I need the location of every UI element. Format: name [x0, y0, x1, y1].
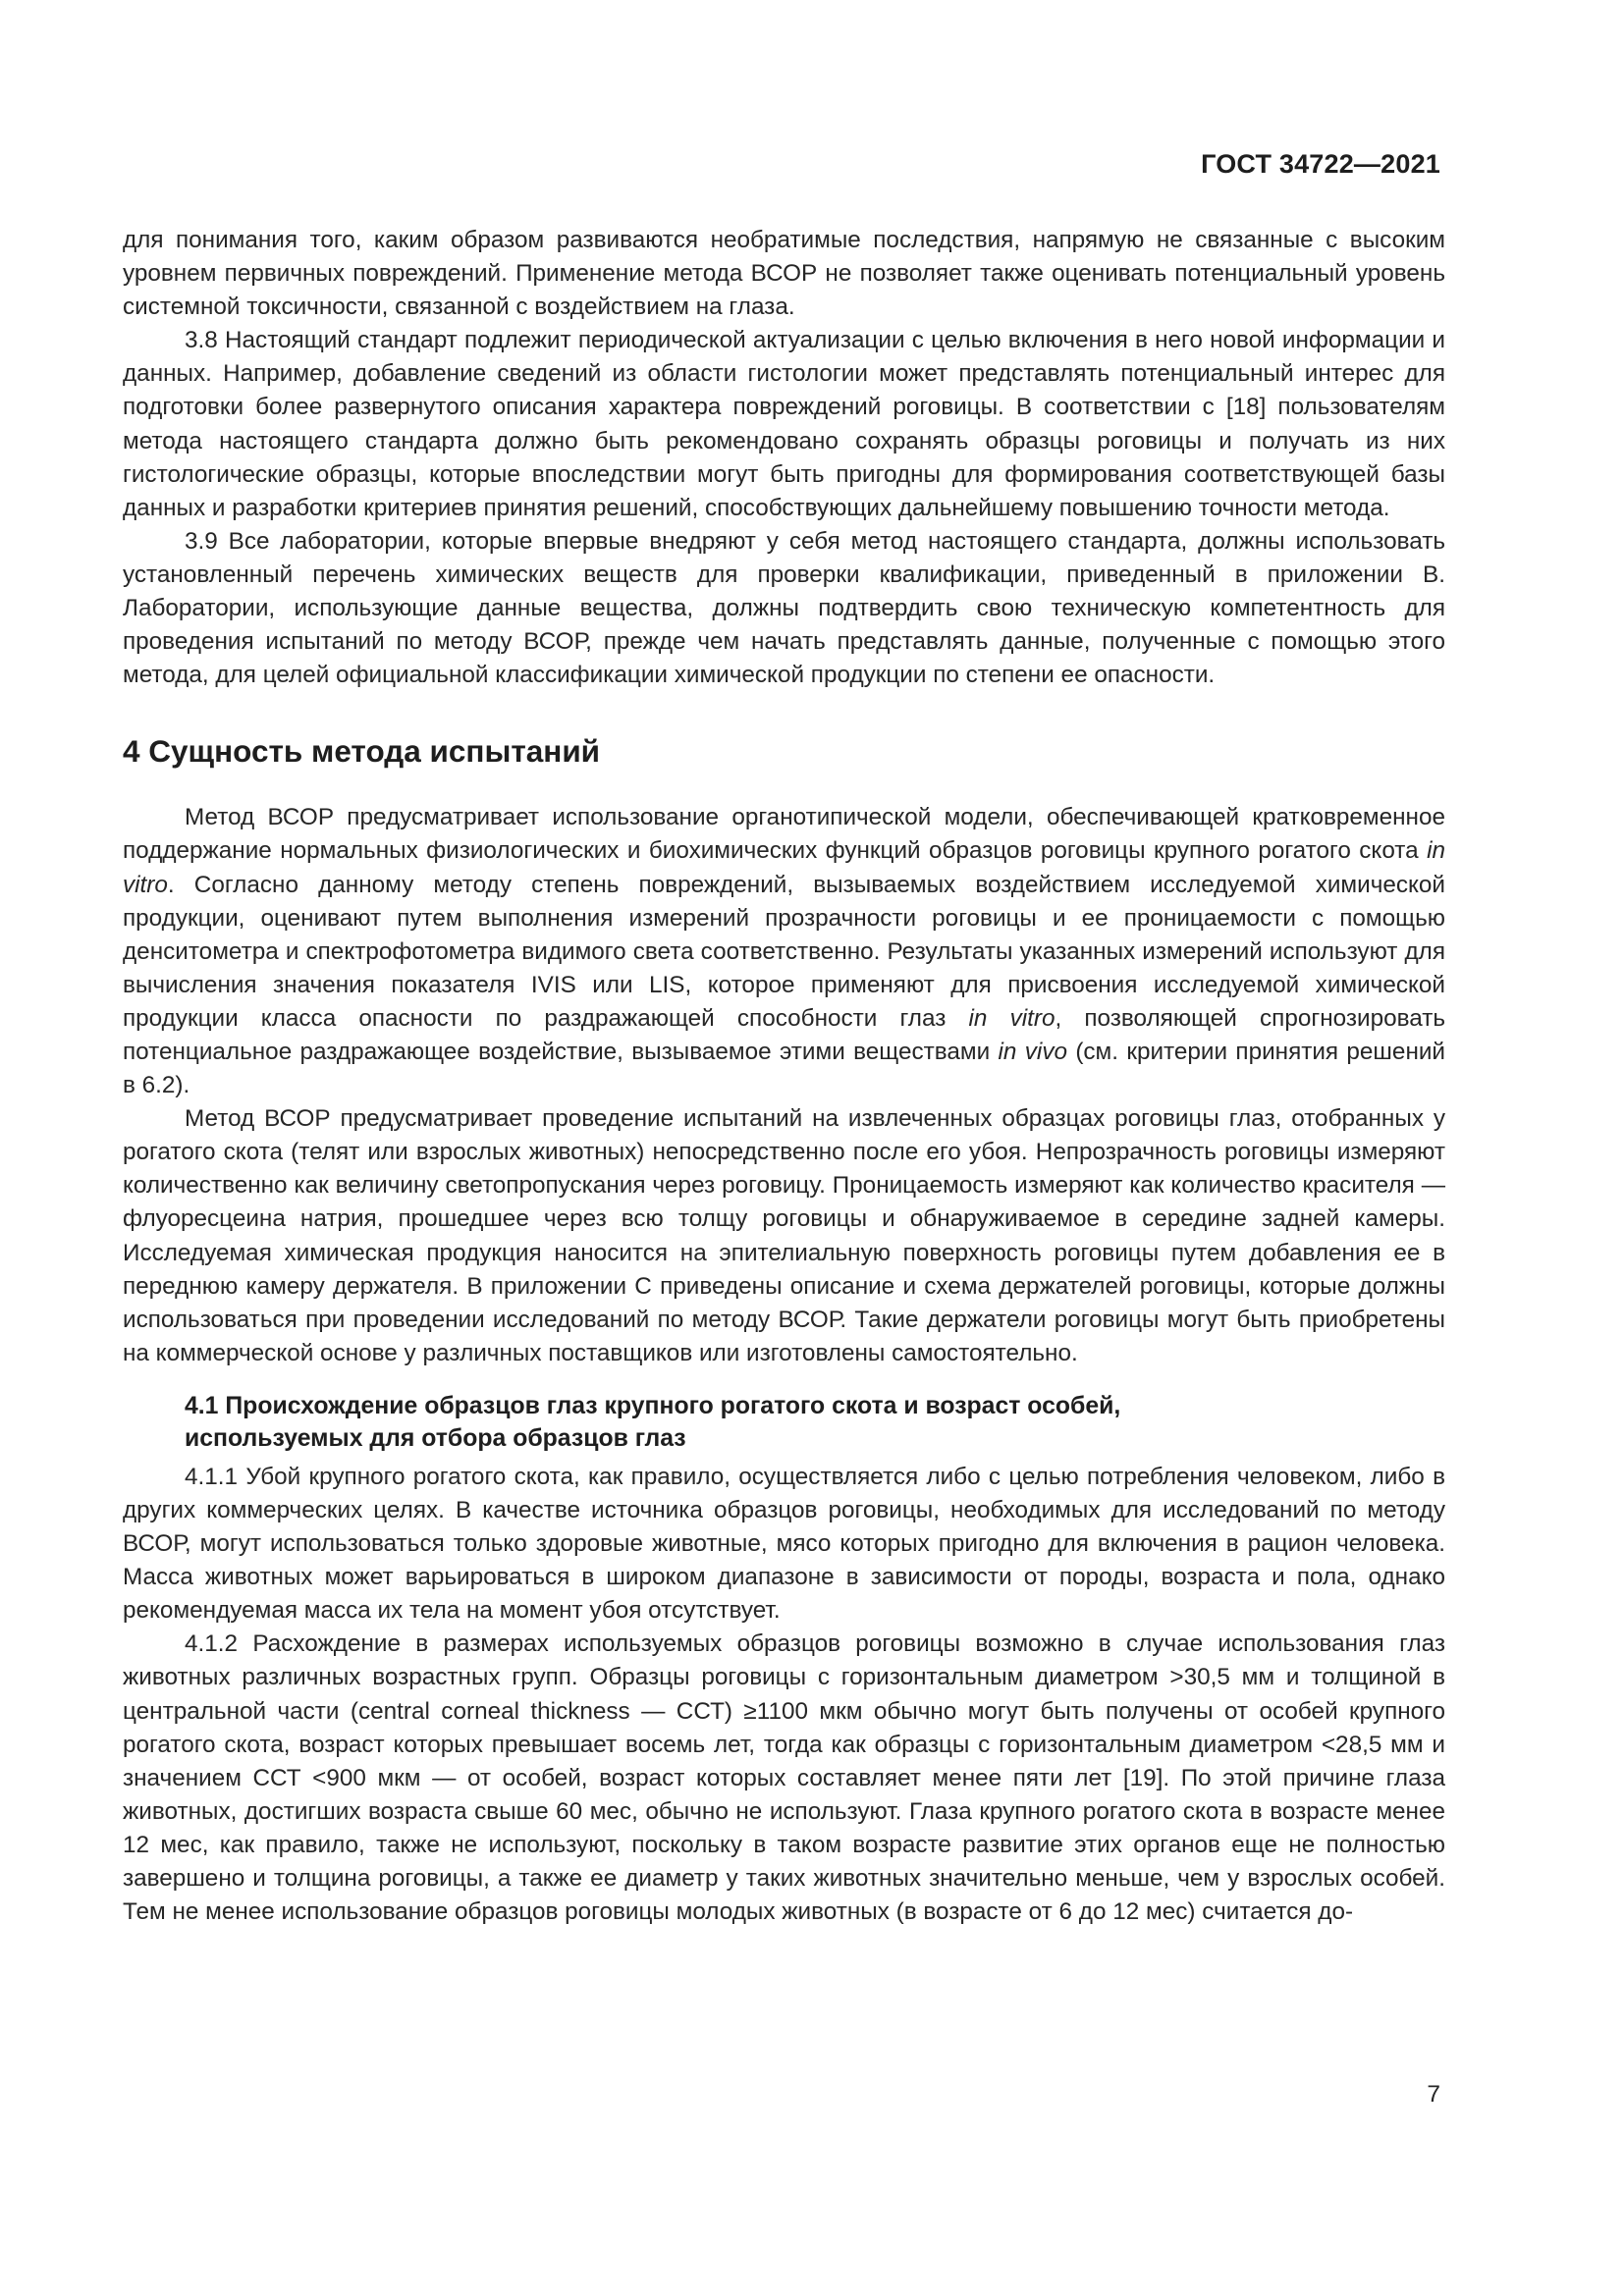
italic-term: in vitro: [123, 837, 1445, 898]
paragraph-continuation: для понимания того, каким образом развиваются необратимые последствия, напрямую не связанные с высоким уровнем первичных повреждений. Применение метода ВСОР не позволяет также оценивать потенциальный уровень системной токсичности, связанной с воздействием на глаза.: [123, 227, 1445, 321]
heading-line: 4.1 Происхождение образцов глаз крупного рогатого скота и возраст особей,: [185, 1392, 1121, 1419]
section-4-paragraph-2: Метод ВСОР предусматривает проведение испытаний на извлеченных образцах роговицы глаз, отобранных у рогатого скота (телят или взрослых животных) непосредственно после его убоя. Непрозрачность роговицы измеряют количественно как величину светопропускания через роговицу. Проницаемость измеряют как количество красителя — флуоресцеина натрия, прошедшее через всю толщу роговицы и обнаруживаемое в середине задней камеры. Исследуемая химическая продукция наносится на эпителиальную поверхность роговицы путем добавления ее в переднюю камеру держателя. В приложении С приведены описание и схема держателей роговицы, которые должны использоваться при проведении исследований по методу ВСОР. Такие держатели роговицы могут быть приобретены на коммерческой основе у различных поставщиков или изготовлены самостоятельно.: [123, 1105, 1445, 1366]
page-body: [123, 224, 1445, 1929]
section-4-paragraph-1: [123, 801, 1445, 1102]
text-run: . Согласно данному методу степень повреждений, вызываемых воздействием исследуемой химической продукции, оценивают путем выполнения измерений прозрачности роговицы и ее проницаемости с помощью денситометра и спектрофотометра видимого света соответственно. Результаты указанных измерений используют для вычисления значения показателя IVIS или LIS, которое применяют для присвоения исследуемой химической продукции класса опасности по раздражающей способности глаз: [123, 871, 1445, 1032]
paragraph-3-9: 3.9 Все лаборатории, которые впервые внедряют у себя метод настоящего стандарта, должны использовать установленный перечень химических веществ для проверки квалификации, приведенный в приложении В. Лаборатории, использующие данные вещества, должны подтвердить свою техническую компетентность для проведения испытаний по методу ВСОР, прежде чем начать представлять данные, полученные с помощью этого метода, для целей официальной классификации химической продукции по степени ее опасности.: [123, 527, 1445, 689]
heading-line: используемых для отбора образцов глаз: [185, 1424, 686, 1452]
section-4-1-heading: [123, 1390, 1445, 1455]
text-run: Метод ВСОР предусматривает использование органотипической модели, обеспечивающей кратковременное поддержание нормальных физиологических и биохимических функций образцов роговицы крупного рогатого скота: [123, 804, 1445, 865]
page-number: 7: [1427, 2081, 1440, 2108]
text-run: , позволяющей спрогнозировать потенциальное раздражающее воздействие, вызываемое этими веществами: [123, 1004, 1445, 1065]
italic-term: in vitro: [968, 1004, 1056, 1032]
section-4-heading: 4 Сущность метода испытаний: [123, 733, 601, 770]
paragraph-3-8: 3.8 Настоящий стандарт подлежит периодической актуализации с целью включения в него новой информации и данных. Например, добавление сведений из области гистологии может представлять потенциальный интерес для подготовки более развернутого описания характера повреждений роговицы. В соответствии с [18] пользователям метода настоящего стандарта должно быть рекомендовано сохранять образцы роговицы и получать из них гистологические образцы, которые впоследствии могут быть пригодны для формирования соответствующей базы данных и разработки критериев принятия решений, способствующих дальнейшему повышению точности метода.: [123, 327, 1445, 521]
paragraph-4-1-2: 4.1.2 Расхождение в размерах используемых образцов роговицы возможно в случае использования глаз животных различных возрастных групп. Образцы роговицы с горизонтальным диаметром >30,5 мм и толщиной в центральной части (central corneal thickness — ССТ) ≥1100 мкм обычно могут быть получены от особей крупного рогатого скота, возраст которых превышает восемь лет, тогда как образцы с горизонтальным диаметром <28,5 мм и значением ССТ <900 мкм — от особей, возраст которых составляет менее пяти лет [19]. По этой причине глаза животных, достигших возраста свыше 60 мес, обычно не используют. Глаза крупного рогатого скота в возрасте менее 12 мес, как правило, также не используют, поскольку в таком возрасте развитие этих органов еще не полностью завершено и толщина роговицы, а также ее диаметр у таких животных значительно меньше, чем у взрослых особей. Тем не менее использование образцов роговицы молодых животных (в возрасте от 6 до 12 мес) считается до-: [123, 1630, 1445, 1926]
paragraph-4-1-1: 4.1.1 Убой крупного рогатого скота, как правило, осуществляется либо с целью потребления человеком, либо в других коммерческих целях. В качестве источника образцов роговицы, необходимых для исследований по методу ВСОР, могут использоваться только здоровые животные, мясо которых пригодно для включения в рацион человека. Масса животных может варьироваться в широком диапазоне в зависимости от породы, возраста и пола, однако рекомендуемая масса их тела на момент убоя отсутствует.: [123, 1463, 1445, 1625]
italic-term: in vivo: [998, 1038, 1067, 1065]
document-code-header: ГОСТ 34722—2021: [1201, 149, 1440, 179]
text-run: (см. критерии принятия решений в 6.2).: [123, 1038, 1446, 1099]
